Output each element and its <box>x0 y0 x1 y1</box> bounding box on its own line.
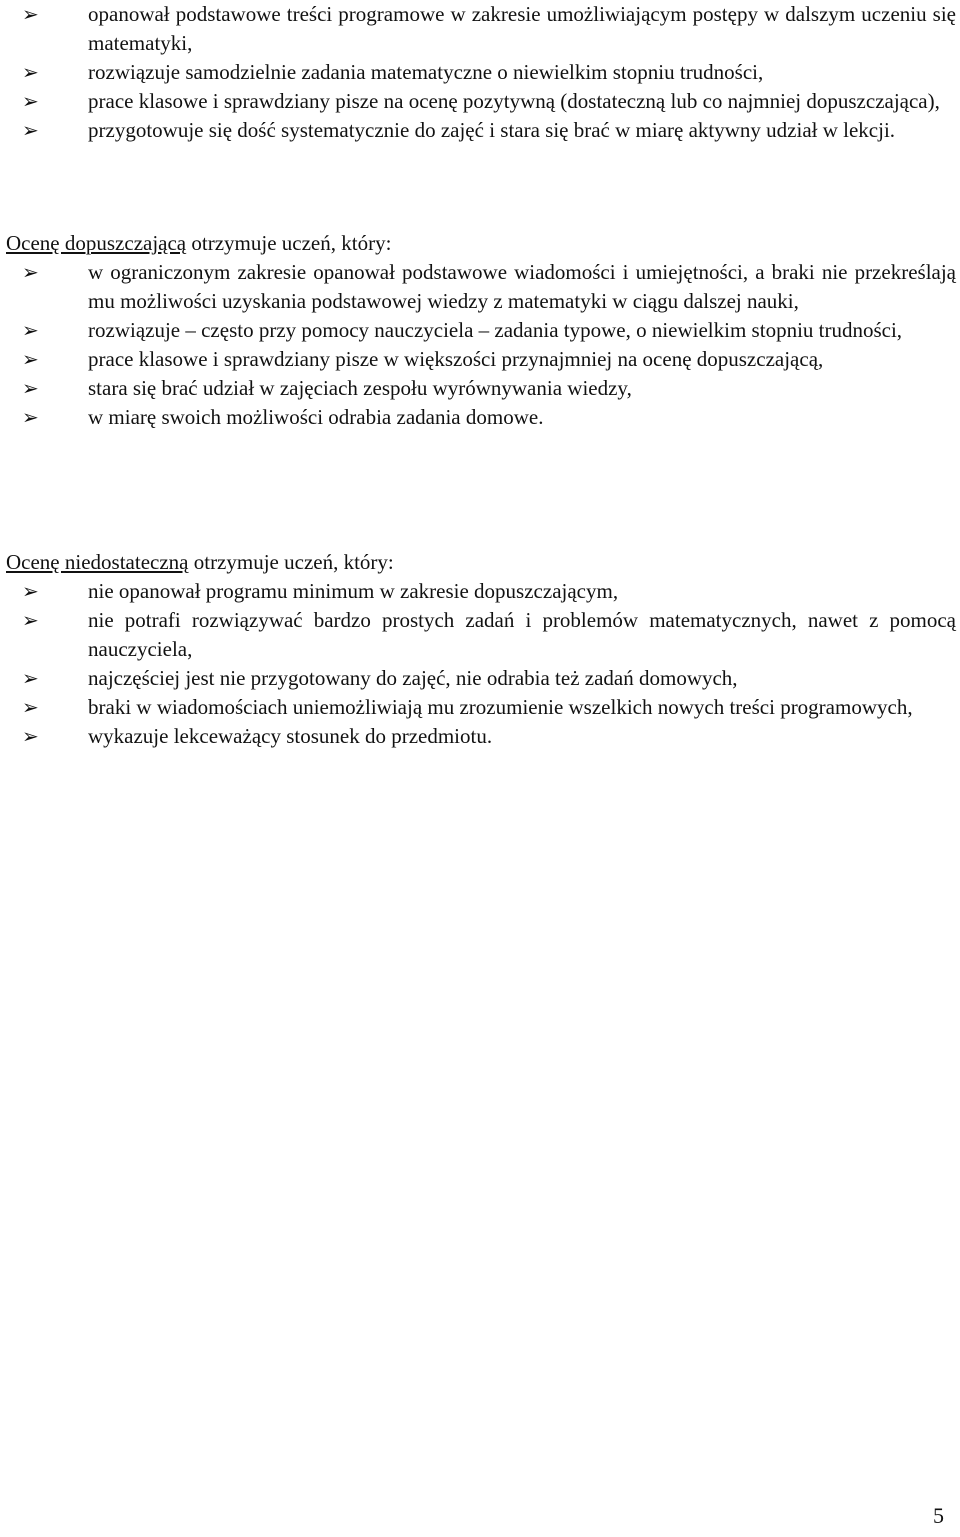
section-top <box>6 0 956 145</box>
arrow-bullet-icon: ➢ <box>22 2 39 26</box>
list-item: ➢ rozwiązuje – często przy pomocy nauczyciela – zadania typowe, o niewielkim stopniu trudności, <box>6 316 956 345</box>
arrow-bullet-icon: ➢ <box>22 724 39 748</box>
arrow-bullet-icon: ➢ <box>22 405 39 429</box>
list-item: ➢ najczęściej jest nie przygotowany do zajęć, nie odrabia też zadań domowych, <box>6 664 956 693</box>
list-item: ➢ w miarę swoich możliwości odrabia zadania domowe. <box>6 403 956 432</box>
page-number: 5 <box>933 1503 944 1528</box>
list-item: ➢ prace klasowe i sprawdziany pisze w większości przynajmniej na ocenę dopuszczającą, <box>6 345 956 374</box>
arrow-bullet-icon: ➢ <box>22 666 39 690</box>
list-item: ➢ prace klasowe i sprawdziany pisze na ocenę pozytywną (dostateczną lub co najmniej dopuszczająca), <box>6 87 956 116</box>
list-item: ➢ opanował podstawowe treści programowe w zakresie umożliwiającym postępy w dalszym uczeniu się matematyki, <box>22 2 956 55</box>
grade-name: Ocenę niedostateczną <box>6 550 189 574</box>
list-item: ➢ stara się brać udział w zajęciach zespołu wyrównywania wiedzy, <box>6 374 956 403</box>
arrow-bullet-icon: ➢ <box>22 60 39 84</box>
arrow-bullet-icon: ➢ <box>22 118 39 142</box>
bullet-list-niedostateczna <box>6 577 956 751</box>
bullet-list-dopuszczajaca <box>6 258 956 432</box>
bullet-list-top <box>6 0 956 145</box>
arrow-bullet-icon: ➢ <box>22 579 39 603</box>
list-item: ➢ nie potrafi rozwiązywać bardzo prostych zadań i problemów matematycznych, nawet z pomocą nauczyciela, <box>22 608 956 661</box>
grade-name: Ocenę dopuszczającą <box>6 231 187 255</box>
arrow-bullet-icon: ➢ <box>22 695 39 719</box>
list-item: ➢ przygotowuje się dość systematycznie do zajęć i stara się brać w miarę aktywny udział w lekcji. <box>6 116 956 145</box>
arrow-bullet-icon: ➢ <box>22 347 39 371</box>
arrow-bullet-icon: ➢ <box>22 260 39 284</box>
list-item: ➢ wykazuje lekceważący stosunek do przedmiotu. <box>6 722 956 751</box>
section-heading: Ocenę niedostateczną otrzymuje uczeń, który: <box>6 550 394 574</box>
arrow-bullet-icon: ➢ <box>22 376 39 400</box>
section-heading: Ocenę dopuszczającą otrzymuje uczeń, który: <box>6 231 392 255</box>
arrow-bullet-icon: ➢ <box>22 318 39 342</box>
arrow-bullet-icon: ➢ <box>22 89 39 113</box>
list-item: ➢ w ograniczonym zakresie opanował podstawowe wiadomości i umiejętności, a braki nie przekreślają mu możliwości uzyskania podstawowej wiedzy z matematyki w ciągu dalszej nauki, <box>22 260 956 313</box>
list-item: ➢ rozwiązuje samodzielnie zadania matematyczne o niewielkim stopniu trudności, <box>6 58 956 87</box>
section-niedostateczna <box>6 548 956 751</box>
arrow-bullet-icon: ➢ <box>22 608 39 632</box>
list-item: ➢ nie opanował programu minimum w zakresie dopuszczającym, <box>6 577 956 606</box>
section-dopuszczajaca <box>6 229 956 432</box>
list-item: ➢ braki w wiadomościach uniemożliwiają mu zrozumienie wszelkich nowych treści programowych, <box>6 693 956 722</box>
